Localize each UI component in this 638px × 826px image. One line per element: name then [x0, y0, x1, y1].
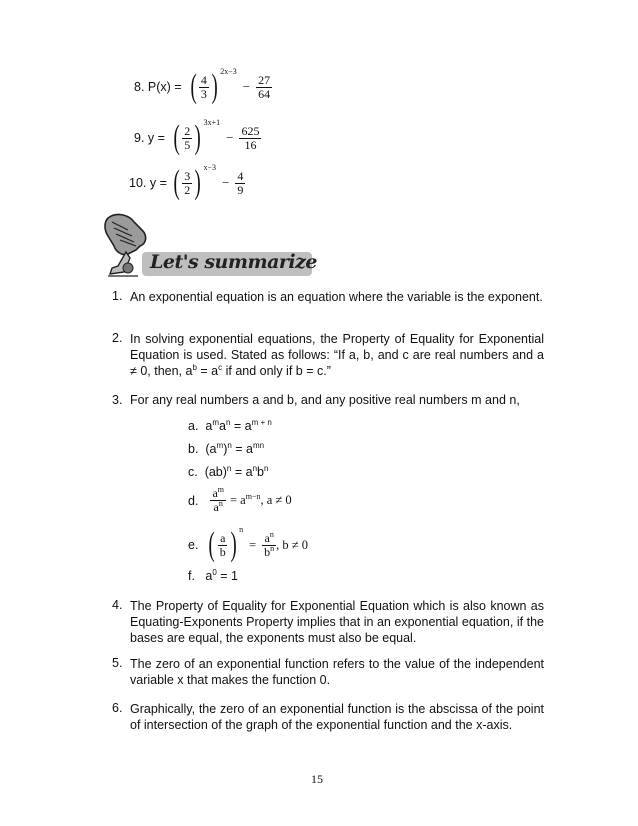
item-number: 4.: [112, 598, 123, 612]
law-d-fraction: $\frac{a^m}{a^n}$: [212, 485, 224, 514]
item-text: The Property of Equality for Exponential Equation which is also known as Equating-Exponents Property implies that in an exponential equation, if the bases are equal, the exponents must also be equal.: [130, 599, 544, 645]
law-b: b. $(a^m)^n = a^{mn}$: [188, 440, 265, 456]
minus-sign: −: [242, 79, 251, 94]
item-text: An exponential equation is an equation where the variable is the exponent.: [130, 290, 543, 304]
exercise-8-label: 8. P(x) =: [134, 80, 182, 94]
exercise-9-exponent: 3x+1: [203, 117, 221, 127]
left-paren: (: [173, 119, 180, 156]
item-number: 1.: [112, 289, 123, 303]
exercise-8-rhs-fraction: $\frac{27}{64}$: [258, 72, 271, 101]
law-f: f. $a^0 = 1$: [188, 567, 238, 583]
right-paren: ): [194, 119, 202, 156]
exercise-10-label: 10. y =: [129, 176, 167, 190]
minus-sign: −: [222, 175, 230, 190]
exercise-8: [134, 66, 272, 105]
item-text: For any real numbers a and b, and any positive real numbers m and n,: [130, 393, 520, 407]
right-paren: ): [194, 164, 201, 201]
law-e-base-fraction: $\frac{a}{b}$: [219, 530, 226, 559]
item-number: 6.: [112, 701, 123, 715]
law-e: e. ( $\frac{a}{b}$ ) n = $\frac{a^n}{b^n}$ , b ≠ 0: [188, 524, 309, 563]
left-paren: (: [208, 526, 216, 563]
item-text: Graphically, the zero of an exponential function is the abscissa of the point of intersection of the graph of the exponential function and the x-axis.: [130, 702, 544, 732]
minus-sign: −: [226, 130, 234, 145]
law-e-rhs-fraction: $\frac{a^n}{b^n}$: [264, 529, 275, 559]
exercise-10: [129, 162, 245, 201]
exercise-9-label: 9. y =: [134, 131, 165, 145]
section-title: Let's summarize: [150, 251, 317, 273]
item-number: 5.: [112, 656, 123, 670]
item-text: The zero of an exponential function refers to the value of the independent variable x that makes the function 0.: [130, 657, 544, 687]
exercise-9: [134, 117, 261, 156]
right-paren: ): [230, 526, 237, 563]
exercise-8-exponent: 2x−3: [220, 66, 237, 76]
law-c: c. $(ab)^n = a^nb^n$: [188, 463, 269, 479]
left-paren: (: [190, 68, 197, 105]
law-e-exponent: n: [239, 524, 244, 534]
item-number: 2.: [112, 331, 123, 345]
law-a: a. $a^ma^n = a^{m + n}$: [188, 417, 272, 433]
item-text: In solving exponential equations, the Property of Equality for Exponential Equation is used. Stated as follows: “If a, b, and c are real numbers and a ≠ 0, then, $a^b = a^c$ if and only if b = c.”: [130, 332, 544, 378]
item-number: 3.: [112, 393, 123, 407]
exercise-10-rhs-fraction: $\frac{4}{9}$: [237, 168, 244, 197]
exercise-10-base-fraction: $\frac{3}{2}$: [184, 168, 191, 197]
page-number: 15: [311, 772, 323, 786]
exercise-10-exponent: x−3: [203, 162, 217, 172]
exercise-8-base-fraction: $\frac{4}{3}$: [200, 72, 207, 101]
exercise-9-base-fraction: $\frac{2}{5}$: [184, 123, 191, 152]
exercise-9-rhs-fraction: $\frac{625}{16}$: [241, 123, 260, 152]
right-paren: ): [211, 68, 218, 105]
law-d: d. $\frac{a^m}{a^n}$ = $a^{m-n}$, a ≠ 0: [188, 485, 292, 514]
left-paren: (: [173, 164, 180, 201]
